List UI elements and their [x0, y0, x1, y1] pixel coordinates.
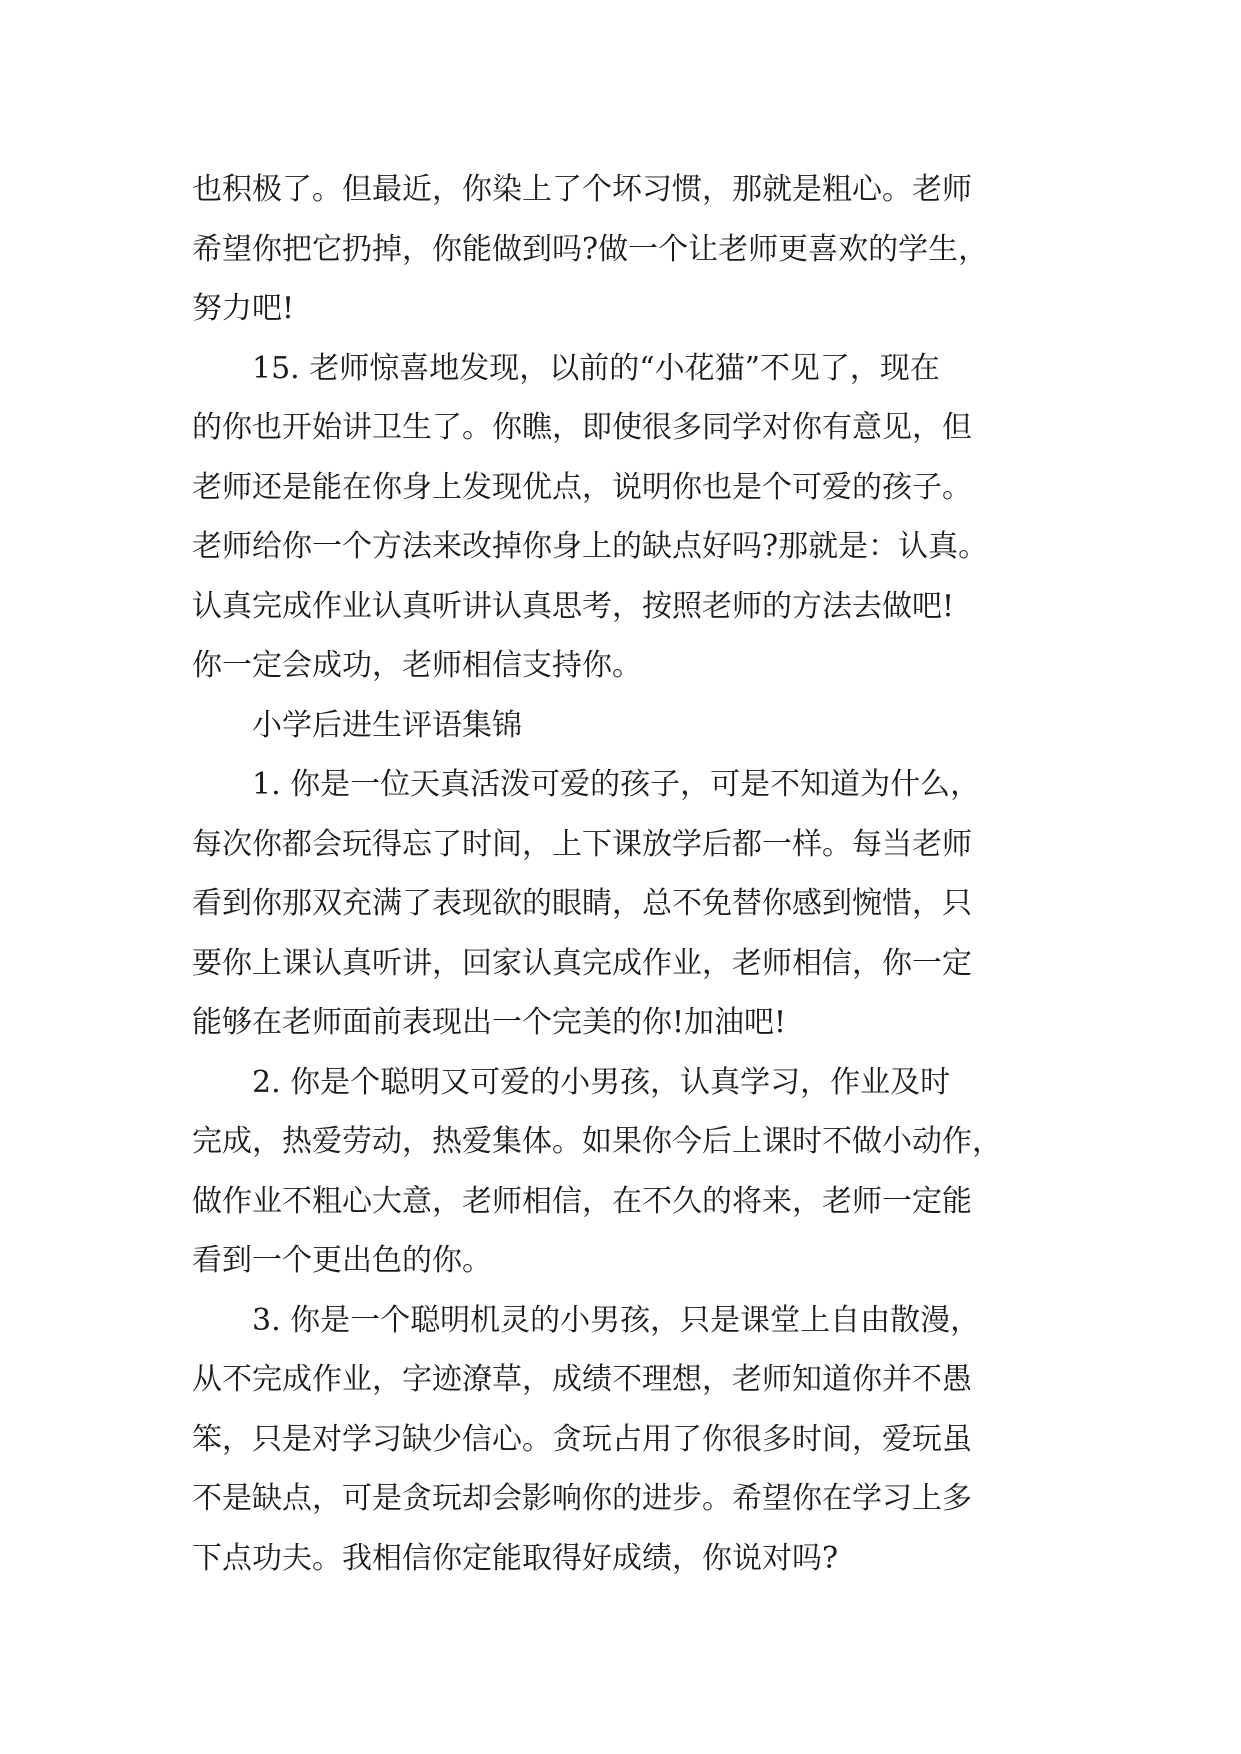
- text-line: 下点功夫。我相信你定能取得好成绩，你说对吗?: [192, 1540, 839, 1576]
- text-line: 认真完成作业认真听讲认真思考，按照老师的方法去做吧!: [192, 588, 955, 624]
- comment-2-first-line: 2. 你是个聪明又可爱的小男孩，认真学习，作业及时: [252, 1064, 951, 1100]
- text-line: 看到一个更出色的你。: [192, 1243, 492, 1278]
- text-line: 要你上课认真听讲，回家认真完成作业，老师相信，你一定: [192, 945, 972, 981]
- comment-15-first-line: 15. 老师惊喜地发现，以前的“小花猫”不见了，现在: [252, 350, 940, 386]
- text-line: 笨，只是对学习缺少信心。贪玩占用了你很多时间，爱玩虽: [192, 1421, 972, 1457]
- text-line: 看到你那双充满了表现欲的眼睛，总不免替你感到惋惜，只: [192, 886, 972, 921]
- text-line: 能够在老师面前表现出一个完美的你!加油吧!: [192, 1005, 787, 1040]
- text-line: 也积极了。但最近，你染上了个坏习惯，那就是粗心。老师: [192, 172, 972, 207]
- comment-1-first-line: 1. 你是一位天真活泼可爱的孩子，可是不知道为什么，: [252, 767, 981, 802]
- comment-3-first-line: 3. 你是一个聪明机灵的小男孩，只是课堂上自由散漫，: [252, 1302, 981, 1338]
- text-line: 每次你都会玩得忘了时间，上下课放学后都一样。每当老师: [192, 826, 972, 862]
- text-line: 完成，热爱劳动，热爱集体。如果你今后上课时不做小动作，: [192, 1124, 1002, 1159]
- text-line: 做作业不粗心大意，老师相信，在不久的将来，老师一定能: [192, 1183, 972, 1219]
- text-line: 你一定会成功，老师相信支持你。: [192, 648, 642, 683]
- text-line: 希望你把它扔掉，你能做到吗?做一个让老师更喜欢的学生，: [192, 231, 989, 267]
- text-line: 从不完成作业，字迹潦草，成绩不理想，老师知道你并不愚: [192, 1362, 972, 1397]
- text-line: 努力吧!: [192, 291, 295, 326]
- section-heading: 小学后进生评语集锦: [252, 707, 522, 743]
- text-line: 不是缺点，可是贪玩却会影响你的进步。希望你在学习上多: [192, 1481, 972, 1516]
- text-line: 的你也开始讲卫生了。你瞧，即使很多同学对你有意见，但: [192, 410, 972, 445]
- document-body: [192, 160, 1052, 1588]
- text-line: 老师给你一个方法来改掉你身上的缺点好吗?那就是：认真。: [192, 529, 989, 564]
- text-line: 老师还是能在你身上发现优点，说明你也是个可爱的孩子。: [192, 469, 972, 505]
